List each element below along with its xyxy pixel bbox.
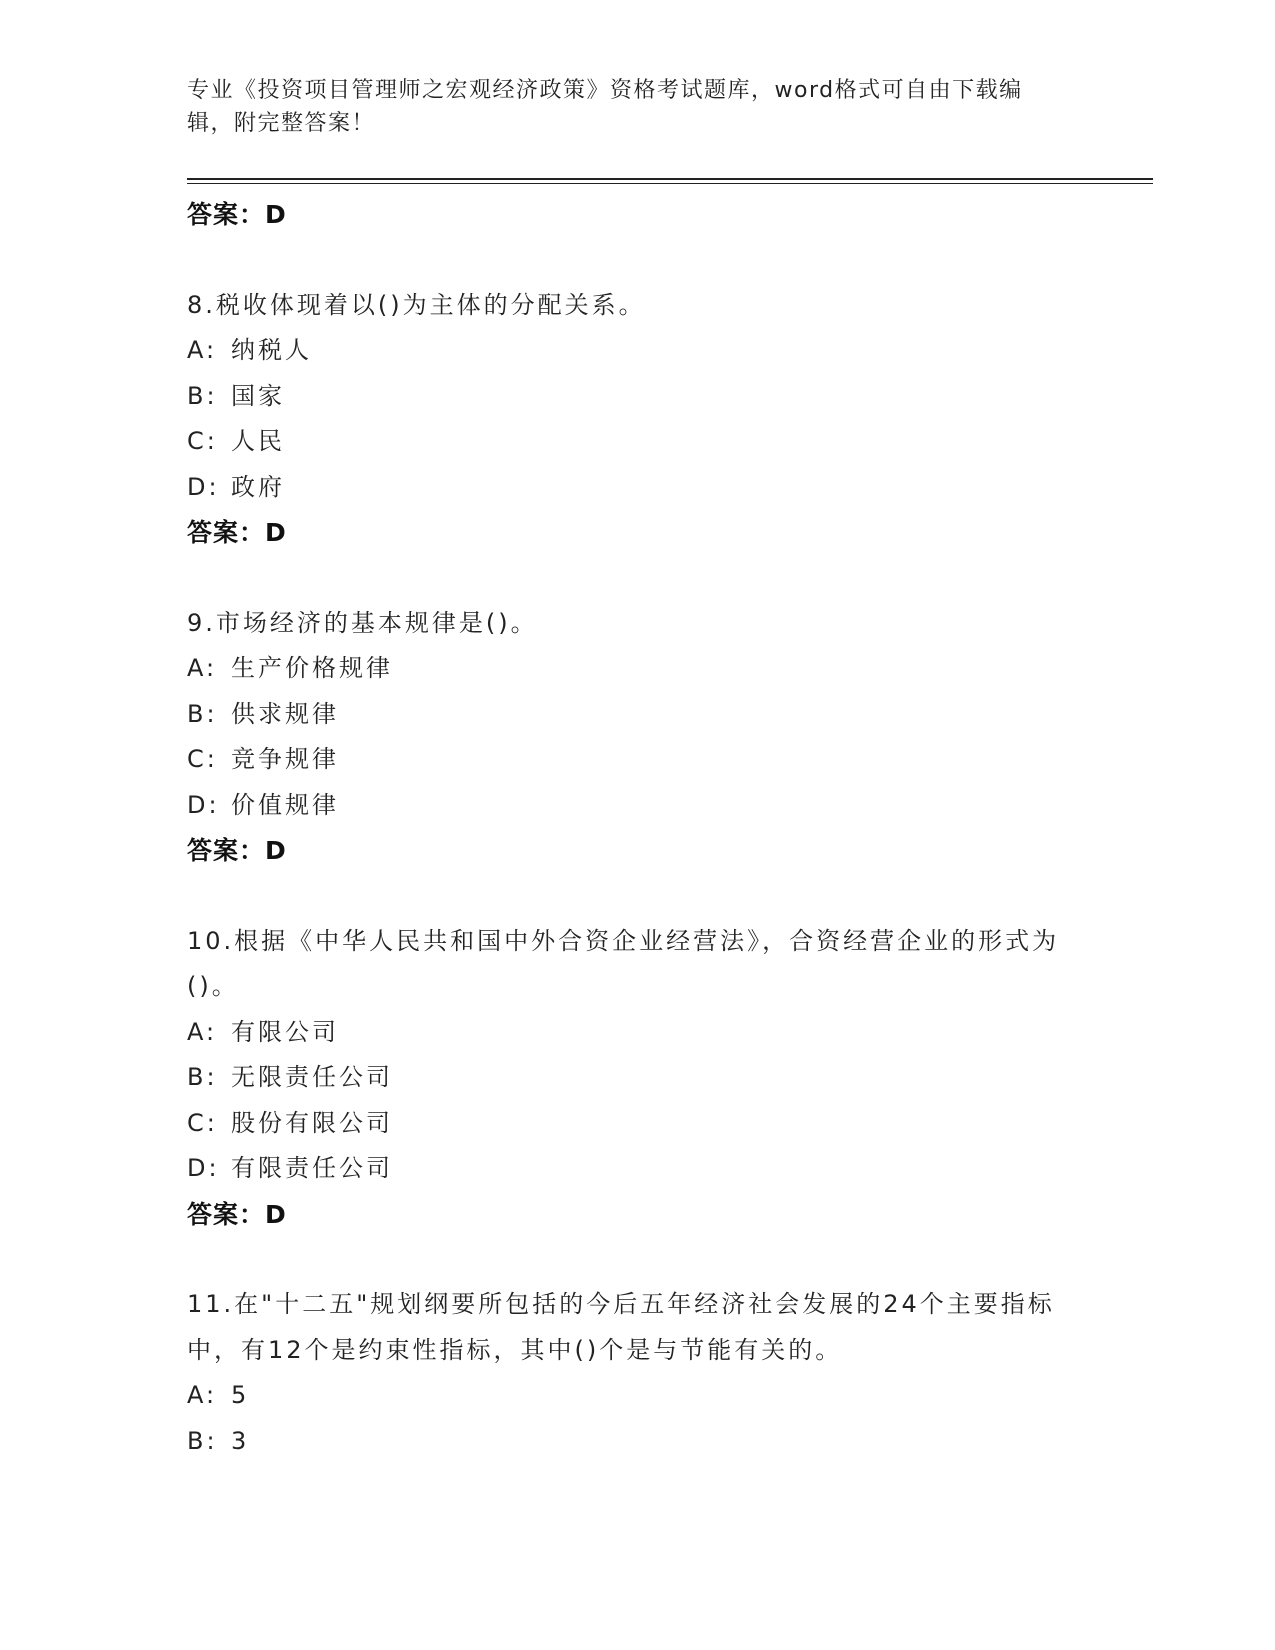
option-line [187,374,1087,420]
option-text: 有限公司 [231,1017,339,1046]
option-key: D: [187,472,220,501]
option-line [187,1373,1087,1419]
option-line [187,1010,1087,1056]
header-divider-thin [187,183,1153,184]
option-text: 3 [231,1426,250,1455]
option-text: 生产价格规律 [231,654,393,682]
option-key: A: [187,654,218,682]
question-block [187,919,1087,1238]
question-text: 10.根据《中华人民共和国中外合资企业经营法》，合资经营企业的形式为()。 [187,926,1060,1000]
option-text: 价值规律 [231,790,339,819]
question-text: 9.市场经济的基本规律是()。 [187,608,538,637]
option-line [187,646,1087,692]
answer-line: 答案：D [187,836,287,865]
option-key: B: [187,699,218,728]
option-key: A: [187,1381,218,1409]
option-text: 股份有限公司 [231,1108,393,1137]
header-divider-thick [187,178,1153,180]
question-block [187,1282,1087,1464]
option-text: 国家 [231,381,285,410]
option-line [187,692,1087,738]
spacer [187,238,1087,283]
option-key: D: [187,790,220,819]
question-block [187,601,1087,874]
spacer [187,1237,1087,1282]
answer-line: 答案：D [187,200,287,229]
option-line [187,328,1087,374]
question-text: 8.税收体现着以()为主体的分配关系。 [187,290,646,319]
option-key: B: [187,1426,218,1455]
option-line [187,1146,1087,1192]
option-text: 无限责任公司 [231,1063,393,1091]
option-text: 纳税人 [231,336,312,364]
option-key: C: [187,1108,218,1137]
option-key: D: [187,1154,220,1182]
spacer [187,874,1087,919]
option-text: 政府 [231,472,285,501]
question-block [187,283,1087,556]
option-text: 有限责任公司 [231,1154,393,1182]
option-line [187,1101,1087,1147]
option-text: 5 [231,1381,250,1409]
option-key: B: [187,381,218,410]
document-body [187,192,1087,1464]
option-text: 供求规律 [231,699,339,728]
option-key: A: [187,336,218,364]
option-line [187,419,1087,465]
option-key: A: [187,1017,218,1046]
option-key: B: [187,1063,218,1091]
document-header: 专业《投资项目管理师之宏观经济政策》资格考试题库，word格式可自由下载编辑，附完整答案！ [187,78,1023,136]
option-key: C: [187,427,218,455]
spacer [187,556,1087,601]
option-key: C: [187,745,218,773]
option-text: 竞争规律 [231,745,339,773]
option-text: 人民 [231,427,285,455]
option-line [187,465,1087,511]
option-line [187,783,1087,829]
option-line [187,1419,1087,1465]
option-line [187,1055,1087,1101]
answer-line: 答案：D [187,518,287,547]
answer-line: 答案：D [187,1199,287,1229]
question-text: 11.在"十二五"规划纲要所包括的今后五年经济社会发展的24个主要指标中，有12个是约束性指标，其中()个是与节能有关的。 [187,1290,1055,1364]
option-line [187,737,1087,783]
